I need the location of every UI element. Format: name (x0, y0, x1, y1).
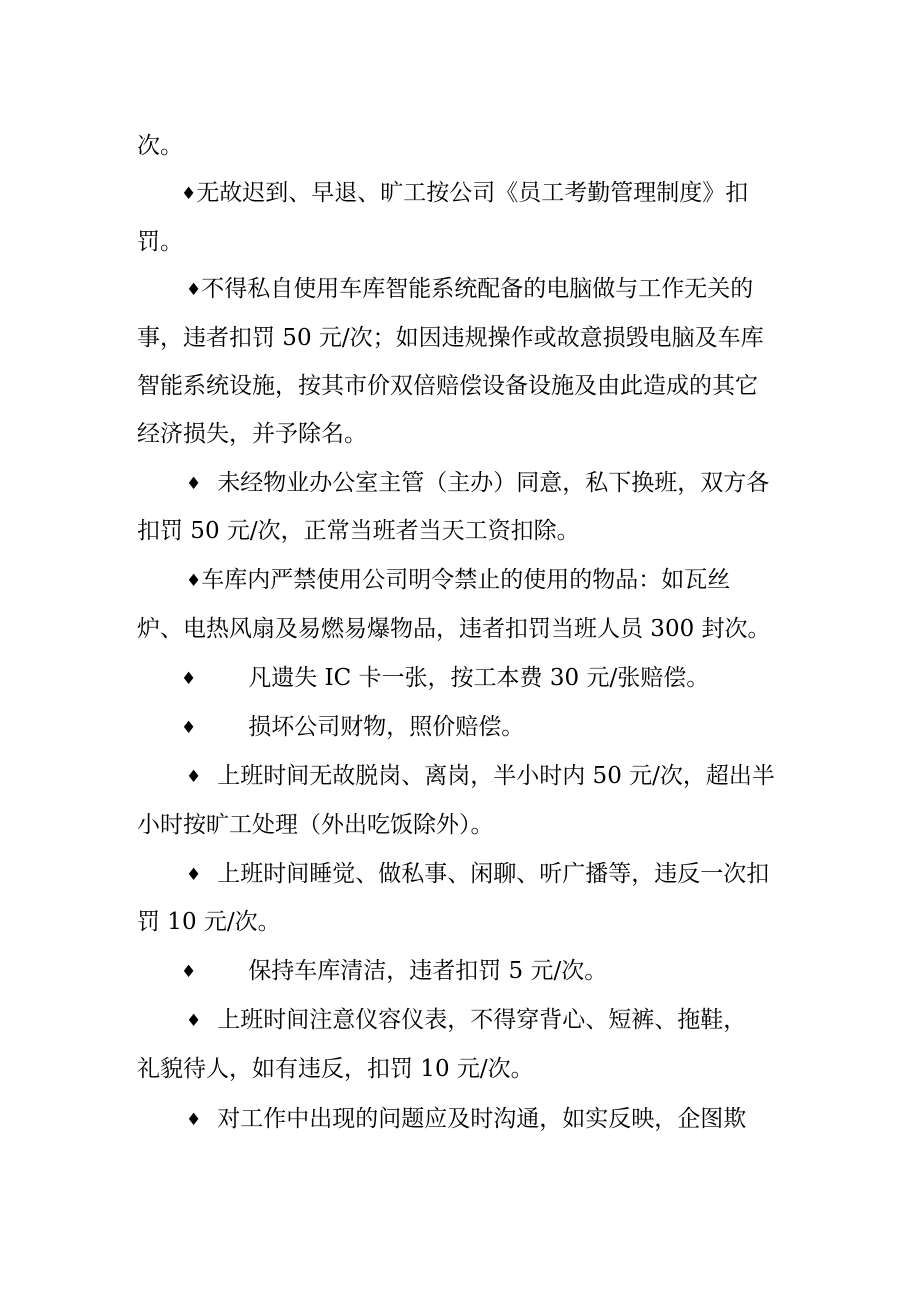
paragraph-6-line-1: ♦ 凡遗失 IC 卡一张，按工本费 30 元/张赔偿。 (181, 662, 709, 694)
diamond-bullet-icon: ♦ (181, 184, 197, 204)
paragraph-3-line-3: 智能系统设施，按其市价双倍赔偿设备设施及由此造成的其它 (137, 373, 758, 399)
paragraph-2-line-1: ♦无故迟到、早退、旷工按公司《员工考勤管理制度》扣 (181, 177, 748, 209)
paragraph-11-line-2: 礼貌待人，如有违反，扣罚 10 元/次。 (137, 1056, 534, 1082)
paragraph-9-line-1: ♦ 上班时间睡觉、做私事、闲聊、听广播等，违反一次扣 (186, 858, 769, 890)
paragraph-7-line-1: ♦ 损坏公司财物，照价赔偿。 (181, 711, 524, 743)
diamond-bullet-icon: ♦ (181, 718, 197, 738)
paragraph-3-line-4: 经济损失，并予除名。 (137, 421, 367, 447)
diamond-bullet-icon: ♦ (186, 1110, 202, 1130)
paragraph-5-line-2: 炉、电热风扇及易燃易爆物品，违者扣罚当班人员 300 封次。 (137, 616, 771, 642)
paragraph-9-line-2: 罚 10 元/次。 (137, 909, 281, 935)
paragraph-8-line-1: ♦ 上班时间无故脱岗、离岗，半小时内 50 元/次，超出半 (186, 760, 775, 792)
diamond-bullet-icon: ♦ (186, 865, 202, 885)
paragraph-4-line-1: ♦ 未经物业办公室主管（主办）同意，私下换班，双方各 (186, 467, 769, 499)
paragraph-8-line-2: 小时按旷工处理（外出吃饭除外）。 (137, 812, 494, 838)
paragraph-2-line-2: 罚。 (137, 229, 183, 255)
paragraph-5-line-1: ♦车库内严禁使用公司明令禁止的使用的物品：如瓦丝 (186, 564, 730, 596)
paragraph-12-line-1: ♦ 对工作中出现的问题应及时沟通，如实反映，企图欺 (186, 1103, 746, 1135)
paragraph-1-line-1: 次。 (137, 133, 183, 159)
paragraph-11-line-1: ♦ 上班时间注意仪容仪表，不得穿背心、短裤、拖鞋， (186, 1004, 746, 1036)
paragraph-3-line-1: ♦不得私自使用车库智能系统配备的电脑做与工作无关的 (186, 273, 753, 305)
paragraph-10-line-1: ♦ 保持车库清洁，违者扣罚 5 元/次。 (181, 955, 607, 987)
diamond-bullet-icon: ♦ (186, 767, 202, 787)
diamond-bullet-icon: ♦ (186, 571, 202, 591)
diamond-bullet-icon: ♦ (186, 1011, 202, 1031)
paragraph-4-line-2: 扣罚 50 元/次，正常当班者当天工资扣除。 (137, 518, 580, 544)
diamond-bullet-icon: ♦ (186, 474, 202, 494)
diamond-bullet-icon: ♦ (181, 962, 197, 982)
diamond-bullet-icon: ♦ (181, 669, 197, 689)
paragraph-3-line-2: 事，违者扣罚 50 元/次；如因违规操作或故意损毁电脑及车库 (137, 325, 764, 351)
diamond-bullet-icon: ♦ (186, 280, 202, 300)
